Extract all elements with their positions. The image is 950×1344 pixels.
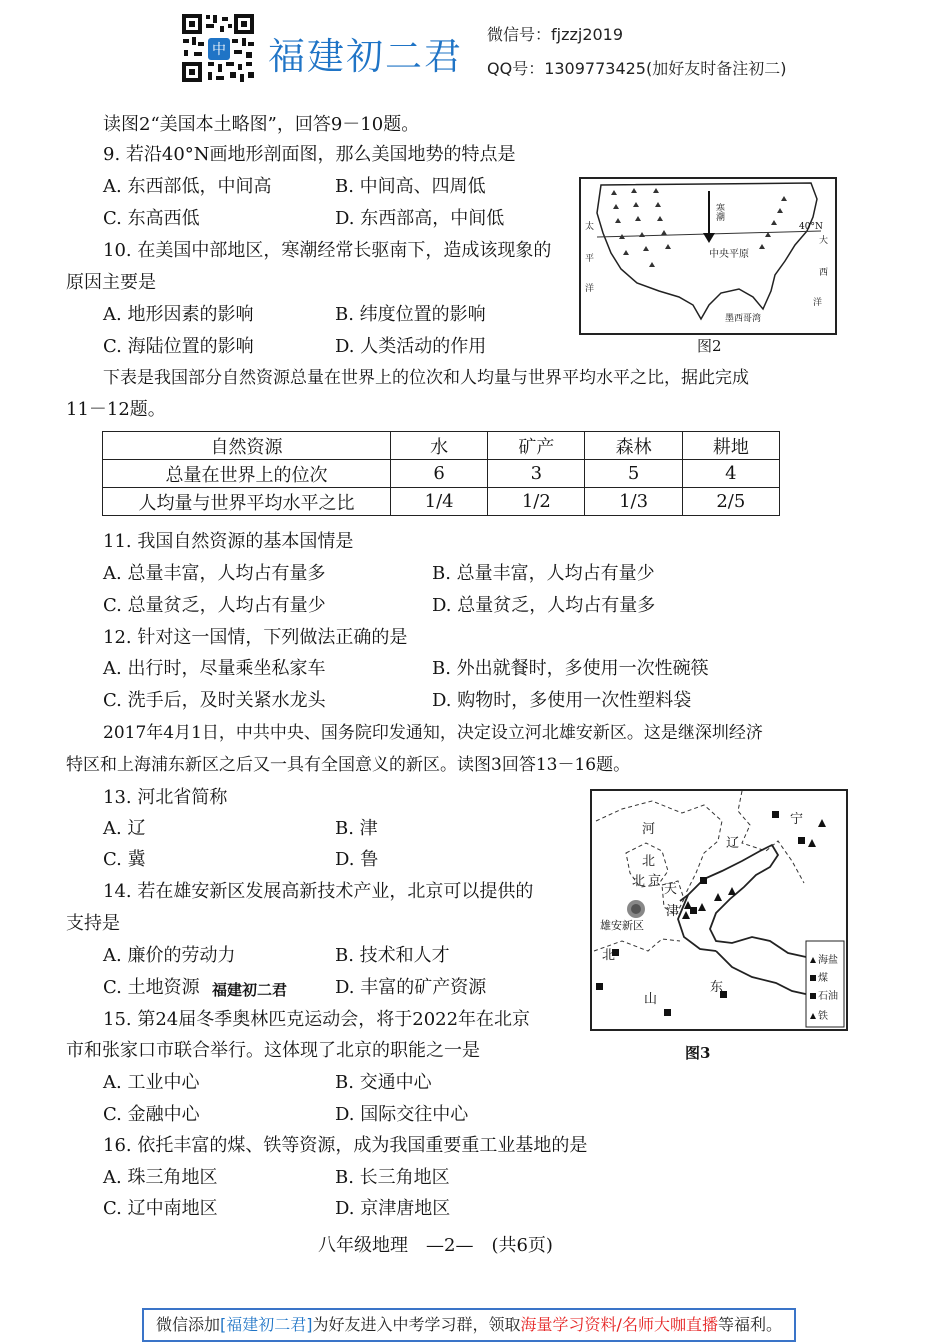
q14-stem-2: 支持是 <box>66 913 120 934</box>
q14-stem-1: 14. 若在雄安新区发展高新技术产业，北京可以提供的 <box>103 881 534 902</box>
q15-option-a: A. 工业中心 <box>103 1072 200 1093</box>
qq-number: QQ号：1309773425(加好友时备注初二) <box>487 59 787 78</box>
q12-option-d: D. 购物时，多使用一次性塑料袋 <box>432 690 692 711</box>
label-beijing-2: 京 <box>648 874 662 889</box>
xiongan-marker-inner <box>631 904 641 914</box>
intro-table-2: 11－12题。 <box>66 399 166 420</box>
label-cold-wave: 寒潮 <box>714 203 724 221</box>
label-pacific-3: 洋 <box>585 284 595 294</box>
q11-option-d: D. 总量贫乏，人均占有量多 <box>432 595 656 616</box>
table-cell: 2/5 <box>682 488 779 516</box>
label-dong: 东 <box>710 980 724 995</box>
q10-option-c: C. 海陆位置的影响 <box>103 336 254 357</box>
q15-stem-2: 市和张家口市联合举行。这体现了北京的职能之一是 <box>66 1040 480 1061</box>
label-pacific-2: 平 <box>585 254 595 264</box>
table-header-cell: 矿产 <box>488 432 585 460</box>
q14-option-d: D. 丰富的矿产资源 <box>335 977 487 998</box>
q10-stem-2: 原因主要是 <box>66 272 156 293</box>
legend-oil: 石油 <box>818 991 838 1002</box>
q12-stem: 12. 针对这一国情，下列做法正确的是 <box>103 627 408 648</box>
intro-q13-2: 特区和上海浦东新区之后又一具有全国意义的新区。读图3回答13－16题。 <box>66 755 631 775</box>
label-he: 河 <box>642 822 656 837</box>
intro-q13-1: 2017年4月1日，中共中央、国务院印发通知，决定设立河北雄安新区。这是继深圳经济 <box>103 723 763 743</box>
figure-3-hebei-map <box>590 789 848 1031</box>
q16-stem: 16. 依托丰富的煤、铁等资源，成为我国重要重工业基地的是 <box>103 1135 588 1156</box>
qr-center-label: 中 <box>212 42 226 58</box>
table-cell: 4 <box>682 460 779 488</box>
label-pacific-1: 太 <box>585 222 595 232</box>
watermark-text: 福建初二君 <box>212 981 288 999</box>
q10-option-a: A. 地形因素的影响 <box>103 304 254 325</box>
table-row <box>103 488 780 516</box>
legend-box <box>806 941 844 1027</box>
figure-2-caption: 图2 <box>697 337 722 355</box>
table-cell: 5 <box>585 460 682 488</box>
intro-q9: 读图2“美国本土略图”，回答9－10题。 <box>103 114 420 135</box>
table-header-cell: 耕地 <box>682 432 779 460</box>
q16-option-a: A. 珠三角地区 <box>103 1167 218 1188</box>
label-atlantic-1: 大 <box>819 236 829 246</box>
label-xiongan: 雄安新区 <box>600 919 644 932</box>
promo-suffix: 等福利。 <box>717 1315 782 1334</box>
q12-option-b: B. 外出就餐时，多使用一次性碗筷 <box>432 658 709 679</box>
q10-option-d: D. 人类活动的作用 <box>335 336 487 357</box>
table-cell: 3 <box>488 460 585 488</box>
table-cell: 1/2 <box>488 488 585 516</box>
promo-middle: 为好友进入中考学习群，领取 <box>312 1315 521 1334</box>
us-outline <box>597 183 817 319</box>
mountain-marks <box>611 188 787 267</box>
q15-option-b: B. 交通中心 <box>335 1072 432 1093</box>
promo-prefix: 微信添加 <box>156 1315 221 1334</box>
table-cell: 1/3 <box>585 488 682 516</box>
legend-coal: 煤 <box>818 973 828 984</box>
q12-option-c: C. 洗手后，及时关紧水龙头 <box>103 690 326 711</box>
page-footer: 八年级地理 —2— (共6页) <box>318 1235 553 1256</box>
label-liao: 辽 <box>726 836 740 851</box>
bohai-coast <box>678 895 716 951</box>
q13-option-c: C. 冀 <box>103 849 146 870</box>
wechat-id: 微信号：fjzzj2019 <box>487 25 624 44</box>
label-beijing-1: 北 <box>632 874 646 889</box>
q14-option-c: C. 土地资源 <box>103 977 200 998</box>
q11-option-a: A. 总量丰富，人均占有量多 <box>103 563 326 584</box>
cold-wave-arrowhead <box>703 233 715 243</box>
label-central-plain: 中央平原 <box>709 249 749 260</box>
q13-option-b: B. 津 <box>335 818 378 839</box>
q13-option-a: A. 辽 <box>103 818 146 839</box>
coastline <box>680 845 828 957</box>
qr-code <box>180 12 256 84</box>
label-40n: 40°N <box>799 222 823 232</box>
label-gulf-of-mexico: 墨西哥湾 <box>725 314 762 324</box>
legend-iron: 铁 <box>818 1011 828 1022</box>
brand-title: 福建初二君 <box>268 35 463 78</box>
q12-option-a: A. 出行时，尽量乘坐私家车 <box>103 658 326 679</box>
promo-brand: [福建初二君] <box>220 1315 313 1334</box>
label-tianjin-2: 津 <box>666 904 680 919</box>
q15-option-c: C. 金融中心 <box>103 1104 200 1125</box>
q9-stem: 9. 若沿40°N画地形剖面图，那么美国地势的特点是 <box>103 144 516 165</box>
table-header-cell: 森林 <box>585 432 682 460</box>
figure-2-us-map <box>579 177 837 335</box>
table-cell: 6 <box>391 460 488 488</box>
table-header-row <box>103 432 780 460</box>
q9-option-b: B. 中间高、四周低 <box>335 176 486 197</box>
q13-option-d: D. 鲁 <box>335 849 379 870</box>
q9-option-d: D. 东西部高，中间低 <box>335 208 505 229</box>
promo-banner <box>142 1308 796 1342</box>
q11-option-b: B. 总量丰富，人均占有量少 <box>432 563 655 584</box>
resource-table <box>102 431 780 516</box>
q16-option-c: C. 辽中南地区 <box>103 1198 218 1219</box>
q16-option-b: B. 长三角地区 <box>335 1167 450 1188</box>
q9-option-a: A. 东西部低，中间高 <box>103 176 272 197</box>
shandong-coast <box>716 951 810 995</box>
q11-stem: 11. 我国自然资源的基本国情是 <box>103 531 354 552</box>
label-tianjin-1: 天 <box>664 882 678 897</box>
label-bei-2: 北 <box>602 948 616 963</box>
legend-sea-salt: 海盐 <box>818 955 838 966</box>
q9-option-c: C. 东高西低 <box>103 208 200 229</box>
q10-stem-1: 10. 在美国中部地区，寒潮经常长驱南下，造成该现象的 <box>103 240 552 261</box>
label-atlantic-2: 西 <box>819 268 829 278</box>
label-bei-1: 北 <box>642 854 656 869</box>
q15-option-d: D. 国际交往中心 <box>335 1104 469 1125</box>
q11-option-c: C. 总量贫乏，人均占有量少 <box>103 595 326 616</box>
q15-stem-1: 15. 第24届冬季奥林匹克运动会，将于2022年在北京 <box>103 1009 531 1030</box>
liaoning-boundary <box>738 791 804 883</box>
promo-highlight: 海量学习资料/名师大咖直播 <box>520 1315 718 1334</box>
table-header-cell: 自然资源 <box>103 432 391 460</box>
table-row <box>103 460 780 488</box>
label-ning: 宁 <box>790 812 804 827</box>
q14-option-a: A. 廉价的劳动力 <box>103 945 236 966</box>
q16-option-d: D. 京津唐地区 <box>335 1198 451 1219</box>
intro-table-1: 下表是我国部分自然资源总量在世界上的位次和人均量与世界平均水平之比，据此完成 <box>103 368 749 388</box>
q13-stem: 13. 河北省简称 <box>103 787 228 808</box>
label-atlantic-3: 洋 <box>813 298 823 308</box>
figure-3-caption: 图3 <box>685 1044 711 1062</box>
table-cell: 1/4 <box>391 488 488 516</box>
table-cell: 人均量与世界平均水平之比 <box>103 488 391 516</box>
q10-option-b: B. 纬度位置的影响 <box>335 304 486 325</box>
table-header-cell: 水 <box>391 432 488 460</box>
table-cell: 总量在世界上的位次 <box>103 460 391 488</box>
label-shan: 山 <box>644 992 658 1007</box>
q14-option-b: B. 技术和人才 <box>335 945 450 966</box>
